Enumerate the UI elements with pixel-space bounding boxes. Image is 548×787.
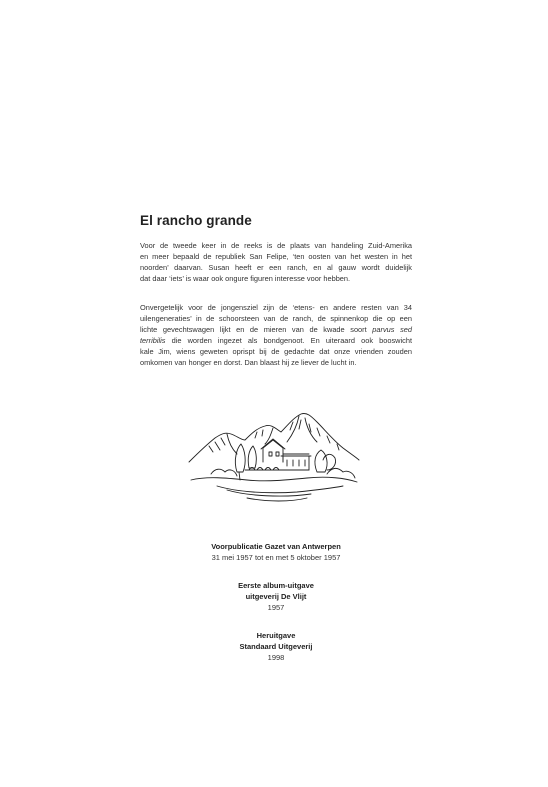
prepublication-dates: 31 mei 1957 tot en met 5 oktober 1957 bbox=[211, 553, 341, 562]
prepublication-heading: Voorpublicatie Gazet van Antwerpen bbox=[211, 542, 341, 551]
paragraph-line: dat daar ‘iets’ is waar ook ongure figuren interesse voor hebben. bbox=[140, 274, 351, 284]
reissue-credits bbox=[140, 630, 412, 663]
paragraph-line: Onvergetelijk voor de jongensziel zijn de ‘etens- en andere resten van 34 bbox=[140, 303, 412, 312]
paragraph-line: kale Jim, wiens geweten oprispt bij de gedachte dat onze vrienden zouden bbox=[140, 347, 412, 357]
page-title: El rancho grande bbox=[140, 213, 252, 228]
story-paragraph bbox=[140, 302, 412, 369]
paragraph-line: en meer bepaald de republiek San Felipe, ‘ten oosten van het westen in het bbox=[140, 252, 412, 262]
paragraph-line: omkomen van honger en dorst. Dan blaast hij ze liever de lucht in. bbox=[140, 358, 357, 368]
paragraph-line: uilengeneraties’ in de schoorsteen van de ranch, de spinnenkop die op een bbox=[140, 314, 412, 324]
latin-term: terribilis bbox=[140, 336, 166, 346]
reissue-publisher: Standaard Uitgeverij bbox=[239, 642, 313, 651]
prepublication-credits bbox=[140, 541, 412, 563]
first-edition-year: 1957 bbox=[267, 603, 285, 612]
reissue-year: 1998 bbox=[267, 653, 285, 662]
paragraph-text: die worden ingezet als bondgenoot. En uiteraard ook booswicht bbox=[165, 336, 412, 346]
paragraph-text: lichte gevechtswagen lijkt en de mieren van de kwade soort bbox=[140, 325, 373, 335]
first-edition-credits bbox=[140, 580, 412, 613]
paragraph-line bbox=[140, 324, 412, 335]
paragraph-line: Voor de tweede keer in de reeks is de plaats van handeling Zuid-Amerika bbox=[140, 241, 412, 250]
latin-term: parvus sed bbox=[372, 325, 412, 335]
reissue-heading: Heruitgave bbox=[256, 631, 296, 640]
paragraph-line: noorden’ daarvan. Susan heeft er een ranch, en al gauw wordt duidelijk bbox=[140, 263, 412, 273]
paragraph-line bbox=[140, 335, 412, 346]
first-edition-publisher: uitgeverij De Vlijt bbox=[245, 592, 307, 601]
first-edition-heading: Eerste album-uitgave bbox=[238, 581, 314, 590]
intro-paragraph bbox=[140, 240, 412, 284]
ranch-landscape-illustration bbox=[187, 410, 361, 505]
